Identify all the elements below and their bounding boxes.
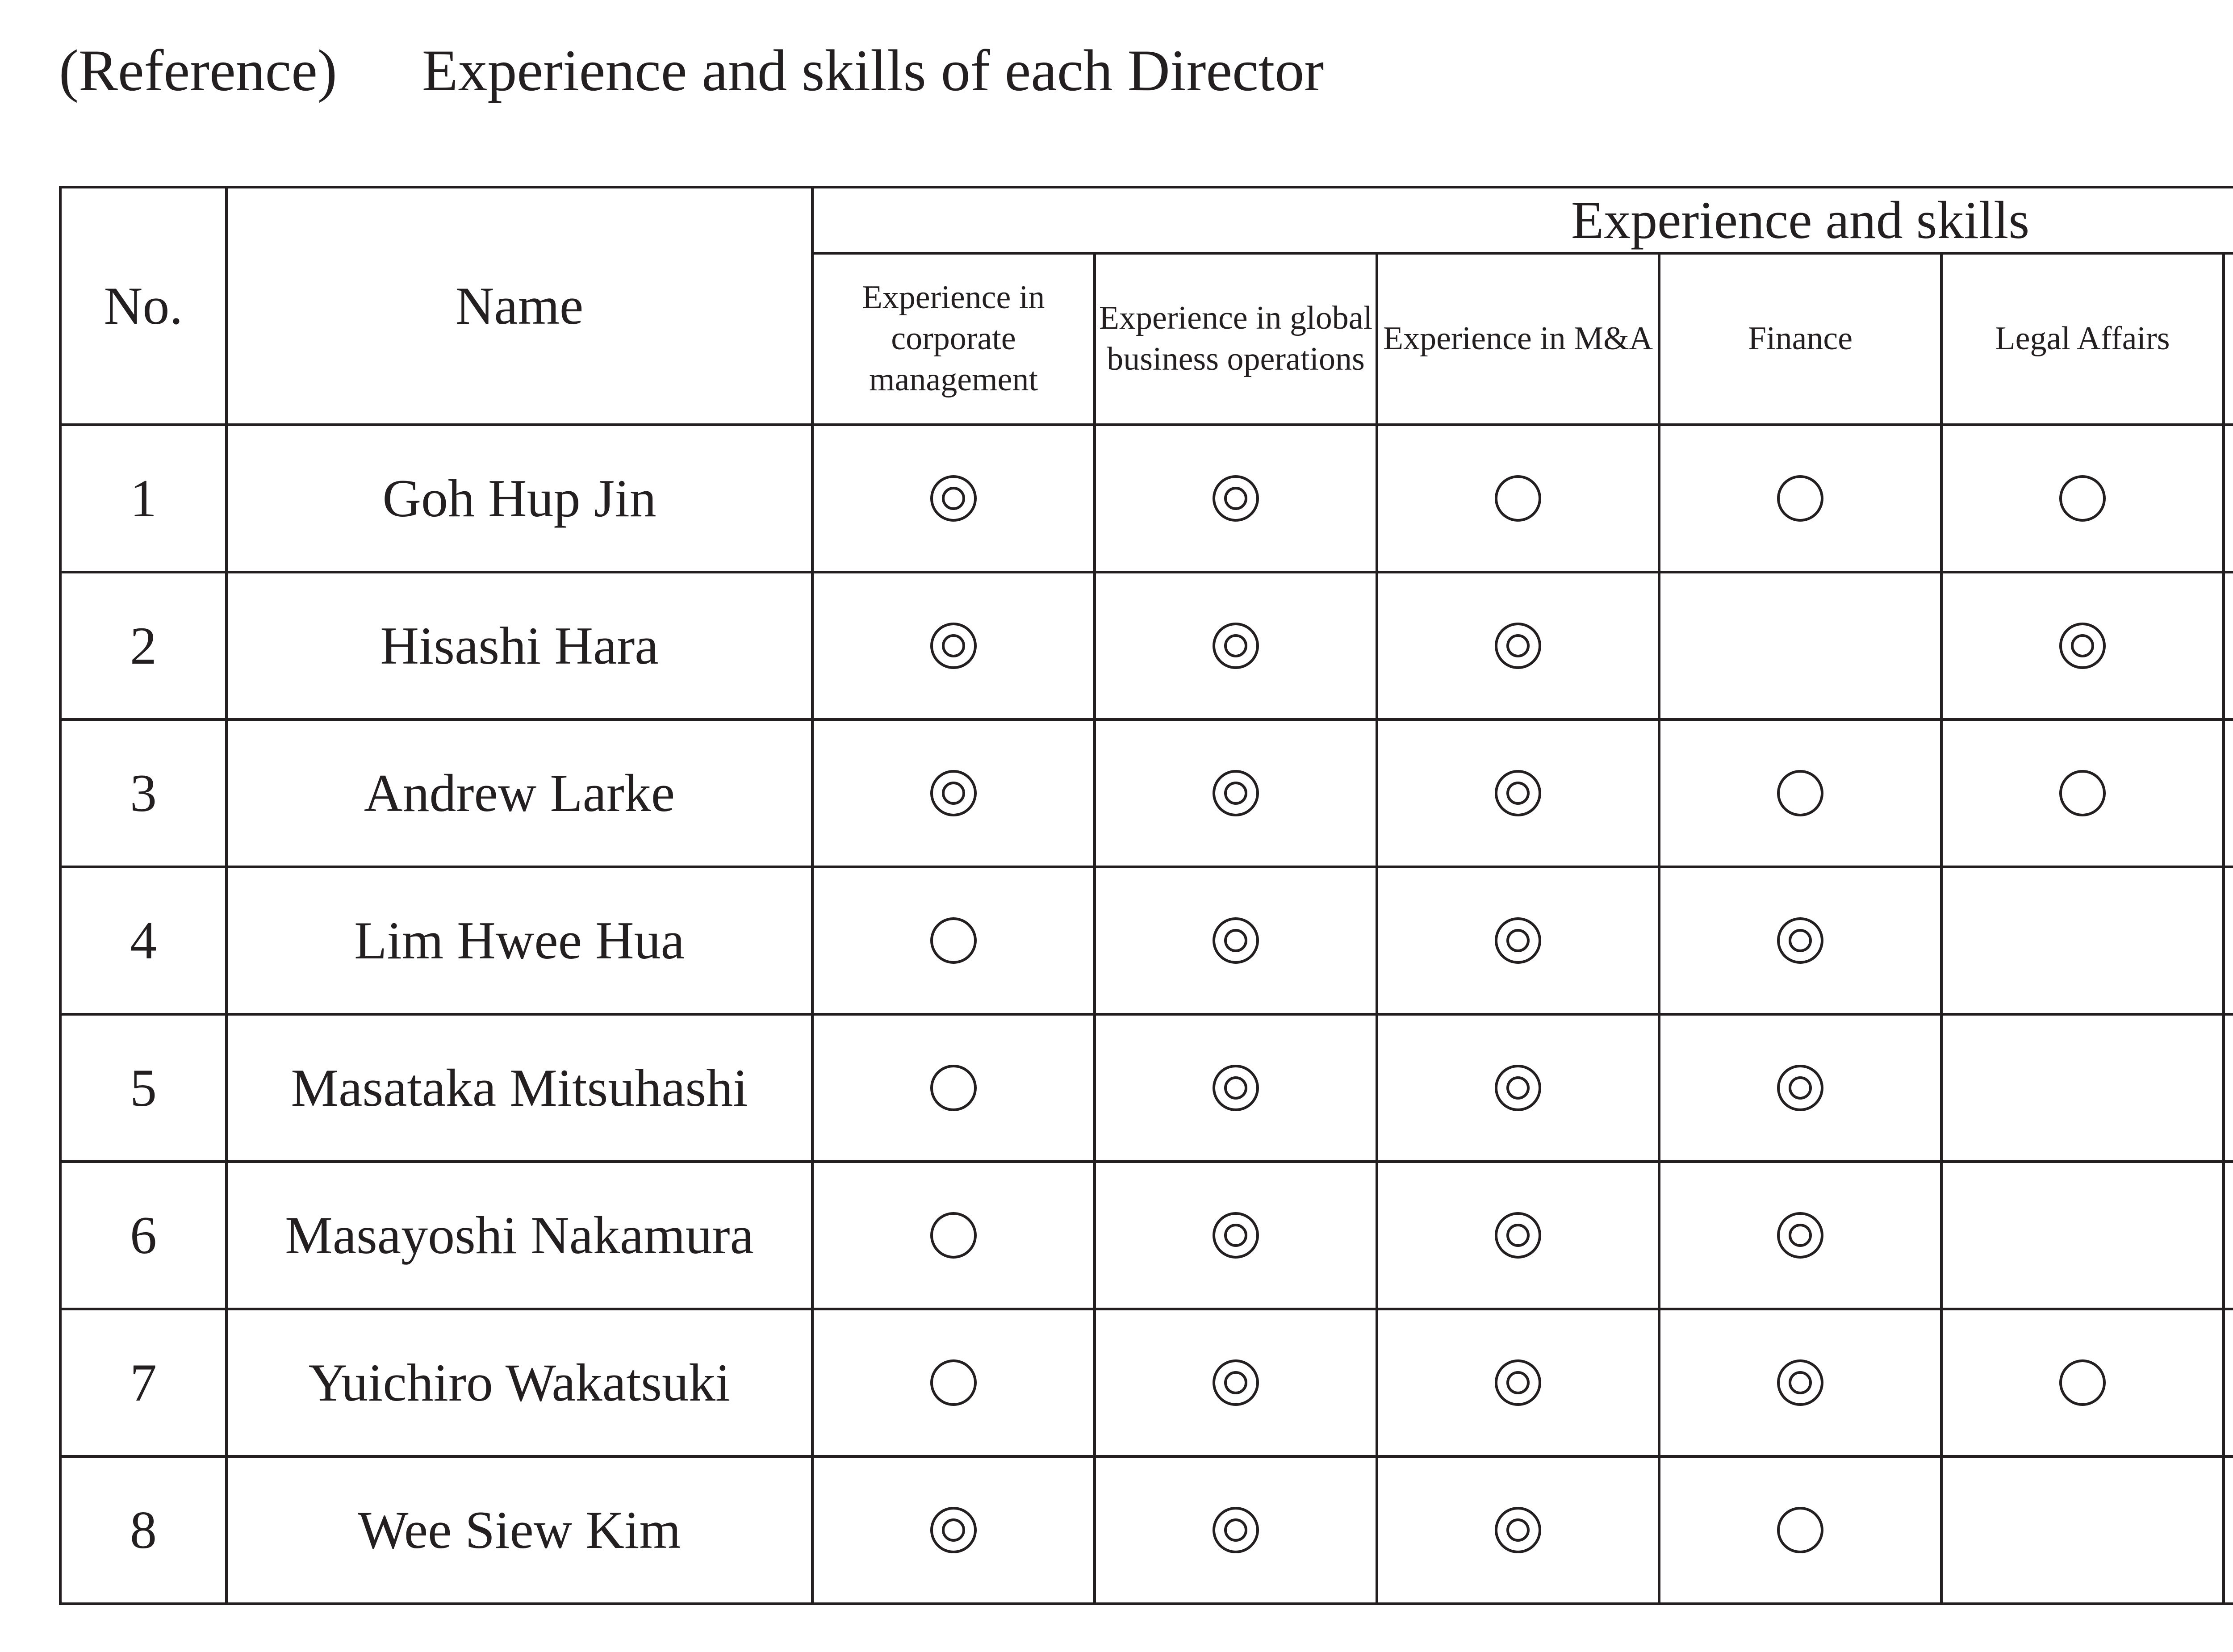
skill-cell <box>2224 1309 2233 1456</box>
skill-cell <box>2224 572 2233 719</box>
table-row <box>60 1456 2233 1604</box>
director-name: Hisashi Hara <box>226 572 812 719</box>
skill-cell <box>812 1309 1095 1456</box>
circle-icon <box>930 917 977 964</box>
table-row <box>60 572 2233 719</box>
skill-cell <box>1941 1014 2224 1162</box>
circle-icon <box>930 1212 977 1259</box>
double-circle-icon <box>1495 1507 1541 1553</box>
page-title: Experience and skills of each Director <box>422 38 1324 103</box>
double-circle-icon <box>1213 917 1259 964</box>
skill-cell <box>812 1162 1095 1309</box>
skill-cell <box>1941 425 2224 572</box>
skill-cell <box>1377 1456 1659 1604</box>
skill-cell <box>1941 1309 2224 1456</box>
double-circle-icon <box>1213 1212 1259 1259</box>
skill-cell <box>1941 1456 2224 1604</box>
double-circle-icon <box>1213 1359 1259 1406</box>
table-row <box>60 1309 2233 1456</box>
director-name: Lim Hwee Hua <box>226 867 812 1014</box>
skill-header-1: Experience in corporate management <box>812 253 1095 425</box>
skill-cell <box>1095 867 1377 1014</box>
reference-label: (Reference) <box>59 38 337 103</box>
double-circle-icon <box>930 1507 977 1553</box>
skill-cell <box>1377 572 1659 719</box>
circle-icon <box>1777 475 1823 522</box>
skill-cell <box>1659 425 1941 572</box>
skill-cell <box>1095 425 1377 572</box>
skill-cell <box>1659 1014 1941 1162</box>
skill-cell <box>2224 719 2233 867</box>
circle-icon <box>1495 475 1541 522</box>
skill-cell <box>1377 1014 1659 1162</box>
column-header-name: Name <box>226 187 812 425</box>
double-circle-icon <box>1777 1065 1823 1111</box>
skill-cell <box>2224 1014 2233 1162</box>
director-skills-table <box>59 186 2233 1605</box>
skill-cell <box>1377 719 1659 867</box>
double-circle-icon <box>1777 1359 1823 1406</box>
double-circle-icon <box>2059 623 2106 669</box>
skill-cell <box>1659 572 1941 719</box>
skill-cell <box>812 425 1095 572</box>
skill-cell <box>812 1456 1095 1604</box>
director-number: 2 <box>60 572 226 719</box>
double-circle-icon <box>930 770 977 816</box>
skill-cell <box>812 719 1095 867</box>
page-heading <box>59 38 1324 103</box>
skill-cell <box>1659 719 1941 867</box>
director-name: Yuichiro Wakatsuki <box>226 1309 812 1456</box>
director-number: 6 <box>60 1162 226 1309</box>
circle-icon <box>2059 770 2106 816</box>
director-name: Masataka Mitsuhashi <box>226 1014 812 1162</box>
skill-cell <box>1095 719 1377 867</box>
skill-header-5: Legal Affairs <box>1941 253 2224 425</box>
table-row <box>60 719 2233 867</box>
skill-cell <box>1377 867 1659 1014</box>
director-name: Masayoshi Nakamura <box>226 1162 812 1309</box>
skill-cell <box>1659 1309 1941 1456</box>
director-name: Andrew Larke <box>226 719 812 867</box>
skill-cell <box>812 1014 1095 1162</box>
double-circle-icon <box>1495 770 1541 816</box>
director-number: 1 <box>60 425 226 572</box>
table-row <box>60 1014 2233 1162</box>
double-circle-icon <box>930 475 977 522</box>
double-circle-icon <box>1495 917 1541 964</box>
skill-cell <box>1659 867 1941 1014</box>
skill-header-2: Experience in global business operations <box>1095 253 1377 425</box>
skill-header-4: Finance <box>1659 253 1941 425</box>
skill-cell <box>2224 1162 2233 1309</box>
circle-icon <box>2059 1359 2106 1406</box>
skill-cell <box>812 572 1095 719</box>
double-circle-icon <box>1777 1212 1823 1259</box>
table-row <box>60 867 2233 1014</box>
circle-icon <box>930 1065 977 1111</box>
column-group-header: Experience and skills <box>812 187 2233 253</box>
double-circle-icon <box>1495 1359 1541 1406</box>
skill-cell <box>1377 1309 1659 1456</box>
skill-cell <box>1095 1162 1377 1309</box>
skill-cell <box>1941 867 2224 1014</box>
skill-cell <box>1095 1456 1377 1604</box>
double-circle-icon <box>1495 623 1541 669</box>
double-circle-icon <box>1213 1507 1259 1553</box>
table-row <box>60 425 2233 572</box>
skill-cell <box>2224 867 2233 1014</box>
skill-cell <box>1095 1309 1377 1456</box>
skill-cell <box>1377 1162 1659 1309</box>
director-number: 7 <box>60 1309 226 1456</box>
director-name: Goh Hup Jin <box>226 425 812 572</box>
skill-cell <box>1659 1162 1941 1309</box>
skill-cell <box>2224 1456 2233 1604</box>
skill-cell <box>1659 1456 1941 1604</box>
director-number: 8 <box>60 1456 226 1604</box>
director-number: 3 <box>60 719 226 867</box>
circle-icon <box>1777 1507 1823 1553</box>
director-number: 5 <box>60 1014 226 1162</box>
circle-icon <box>2059 475 2106 522</box>
skill-cell <box>1941 572 2224 719</box>
director-name: Wee Siew Kim <box>226 1456 812 1604</box>
table-row <box>60 1162 2233 1309</box>
circle-icon <box>1777 770 1823 816</box>
double-circle-icon <box>1213 623 1259 669</box>
column-header-no: No. <box>60 187 226 425</box>
skill-cell <box>1941 719 2224 867</box>
circle-icon <box>930 1359 977 1406</box>
skill-header-3: Experience in M&A <box>1377 253 1659 425</box>
double-circle-icon <box>1213 770 1259 816</box>
double-circle-icon <box>1213 1065 1259 1111</box>
double-circle-icon <box>1213 475 1259 522</box>
skill-cell <box>812 867 1095 1014</box>
skill-cell <box>1095 1014 1377 1162</box>
double-circle-icon <box>1495 1212 1541 1259</box>
double-circle-icon <box>1495 1065 1541 1111</box>
double-circle-icon <box>930 623 977 669</box>
skill-header-6 <box>2224 253 2233 425</box>
skill-cell <box>1377 425 1659 572</box>
director-number: 4 <box>60 867 226 1014</box>
skill-cell <box>1941 1162 2224 1309</box>
skill-cell <box>1095 572 1377 719</box>
double-circle-icon <box>1777 917 1823 964</box>
skill-cell <box>2224 425 2233 572</box>
